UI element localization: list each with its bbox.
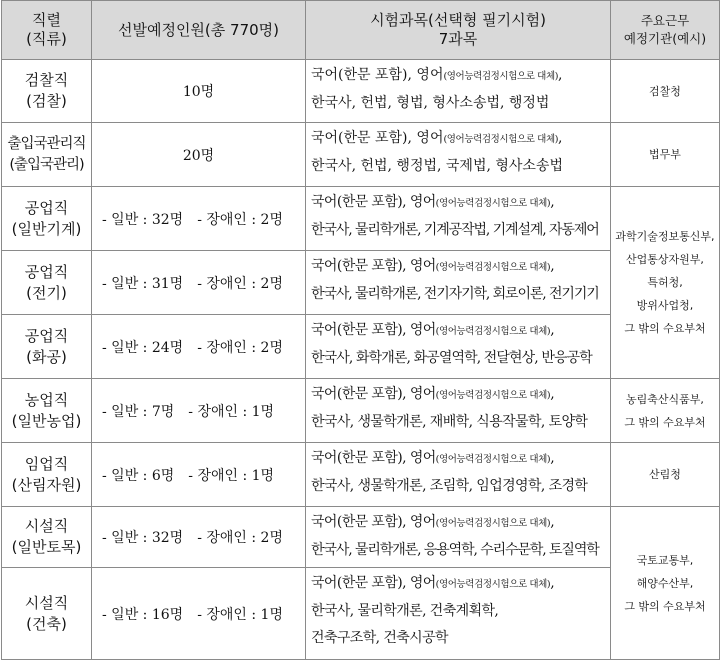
general-count: - 일반 : 32명 [102, 211, 184, 228]
position-cell: 공업직 (화공) [2, 315, 92, 379]
count-cell [92, 568, 306, 660]
general-count: - 일반 : 31명 [102, 275, 184, 292]
disabled-count: - 장애인 : 1명 [197, 606, 283, 623]
table-row [2, 443, 720, 507]
disabled-count: - 장애인 : 1명 [188, 467, 275, 484]
count-cell [92, 187, 306, 251]
count-cell [92, 251, 306, 315]
agency-cell: 과학기술정보통신부, 산업통상자원부, 특허청, 방위사업청, 그 밖의 수요부처 [611, 187, 720, 379]
table-row [2, 187, 720, 251]
subjects-note: (영어능력검정시험으로 대체) [435, 198, 551, 209]
subjects-note: (영어능력검정시험으로 대체) [435, 454, 551, 465]
position-cell: 농업직 (일반농업) [2, 379, 92, 443]
disabled-count: - 장애인 : 2명 [197, 339, 283, 356]
subjects-cell: 국어(한문 포함), 영어(영어능력검정시험으로 대체), 한국사, 화학개론, 화공열역학, 전달현상, 반응공학 [306, 315, 611, 379]
header-position: 직렬 (직류) [2, 1, 92, 60]
table-row [2, 379, 720, 443]
disabled-count: - 장애인 : 2명 [197, 275, 283, 292]
header-subjects: 시험과목(선택형 필기시험) 7과목 [306, 1, 611, 60]
position-cell: 임업직 (산림자원) [2, 443, 92, 507]
position-cell: 시설직 (건축) [2, 568, 92, 660]
agency-cell: 국토교통부, 해양수산부, 그 밖의 수요부처 [611, 507, 720, 660]
count-cell: 20명 [92, 123, 306, 187]
general-count: - 일반 : 7명 [102, 403, 175, 420]
subjects-cell: 국어(한문 포함), 영어(영어능력검정시험으로 대체), 한국사, 헌법, 형법, 형사소송법, 행정법 [306, 60, 611, 123]
general-count: - 일반 : 32명 [102, 530, 184, 546]
subjects-note: (영어능력검정시험으로 대체) [435, 262, 551, 273]
subjects-note: (영어능력검정시험으로 대체) [435, 518, 551, 529]
subjects-cell: 국어(한문 포함), 영어(영어능력검정시험으로 대체), 한국사, 헌법, 행정법, 국제법, 형사소송법 [306, 123, 611, 187]
subjects-note: (영어능력검정시험으로 대체) [435, 326, 551, 337]
disabled-count: - 장애인 : 2명 [197, 530, 283, 546]
agency-cell: 농림축산식품부, 그 밖의 수요부처 [611, 379, 720, 443]
subjects-cell: 국어(한문 포함), 영어(영어능력검정시험으로 대체), 한국사, 물리학개론, 건축계획학, 건축구조학, 건축시공학 [306, 568, 611, 660]
position-cell: 검찰직 (검찰) [2, 60, 92, 123]
table-row [2, 60, 720, 123]
count-cell [92, 315, 306, 379]
general-count: - 일반 : 24명 [102, 339, 184, 356]
position-cell: 출입국관리직 (출입국관리) [2, 123, 92, 187]
exam-table [1, 0, 720, 660]
agency-cell: 산림청 [611, 443, 720, 507]
subjects-cell: 국어(한문 포함), 영어(영어능력검정시험으로 대체), 한국사, 물리학개론, 응용역학, 수리수문학, 토질역학 [306, 507, 611, 568]
header-row [2, 1, 720, 60]
table-row [2, 507, 720, 568]
count-cell: 10명 [92, 60, 306, 123]
disabled-count: - 장애인 : 1명 [188, 403, 275, 420]
subjects-note: (영어능력검정시험으로 대체) [435, 390, 551, 401]
general-count: - 일반 : 6명 [102, 467, 175, 484]
subjects-cell: 국어(한문 포함), 영어(영어능력검정시험으로 대체), 한국사, 생물학개론, 조림학, 임업경영학, 조경학 [306, 443, 611, 507]
position-cell: 공업직 (전기) [2, 251, 92, 315]
subjects-note: (영어능력검정시험으로 대체) [443, 134, 559, 145]
agency-cell: 검찰청 [611, 60, 720, 123]
subjects-note: (영어능력검정시험으로 대체) [435, 579, 551, 590]
header-count: 선발예정인원(총 770명) [92, 1, 306, 60]
position-cell: 시설직 (일반토목) [2, 507, 92, 568]
subjects-cell: 국어(한문 포함), 영어(영어능력검정시험으로 대체), 한국사, 물리학개론, 전기자기학, 회로이론, 전기기기 [306, 251, 611, 315]
count-cell [92, 507, 306, 568]
subjects-cell: 국어(한문 포함), 영어(영어능력검정시험으로 대체), 한국사, 물리학개론, 기계공작법, 기계설계, 자동제어 [306, 187, 611, 251]
disabled-count: - 장애인 : 2명 [197, 211, 283, 228]
general-count: - 일반 : 16명 [102, 606, 184, 623]
count-cell [92, 379, 306, 443]
table-row [2, 123, 720, 187]
header-agency: 주요근무 예정기관(예시) [611, 1, 720, 60]
subjects-note: (영어능력검정시험으로 대체) [443, 71, 559, 82]
agency-cell: 법무부 [611, 123, 720, 187]
count-cell [92, 443, 306, 507]
position-cell: 공업직 (일반기계) [2, 187, 92, 251]
subjects-cell: 국어(한문 포함), 영어(영어능력검정시험으로 대체), 한국사, 생물학개론, 재배학, 식용작물학, 토양학 [306, 379, 611, 443]
